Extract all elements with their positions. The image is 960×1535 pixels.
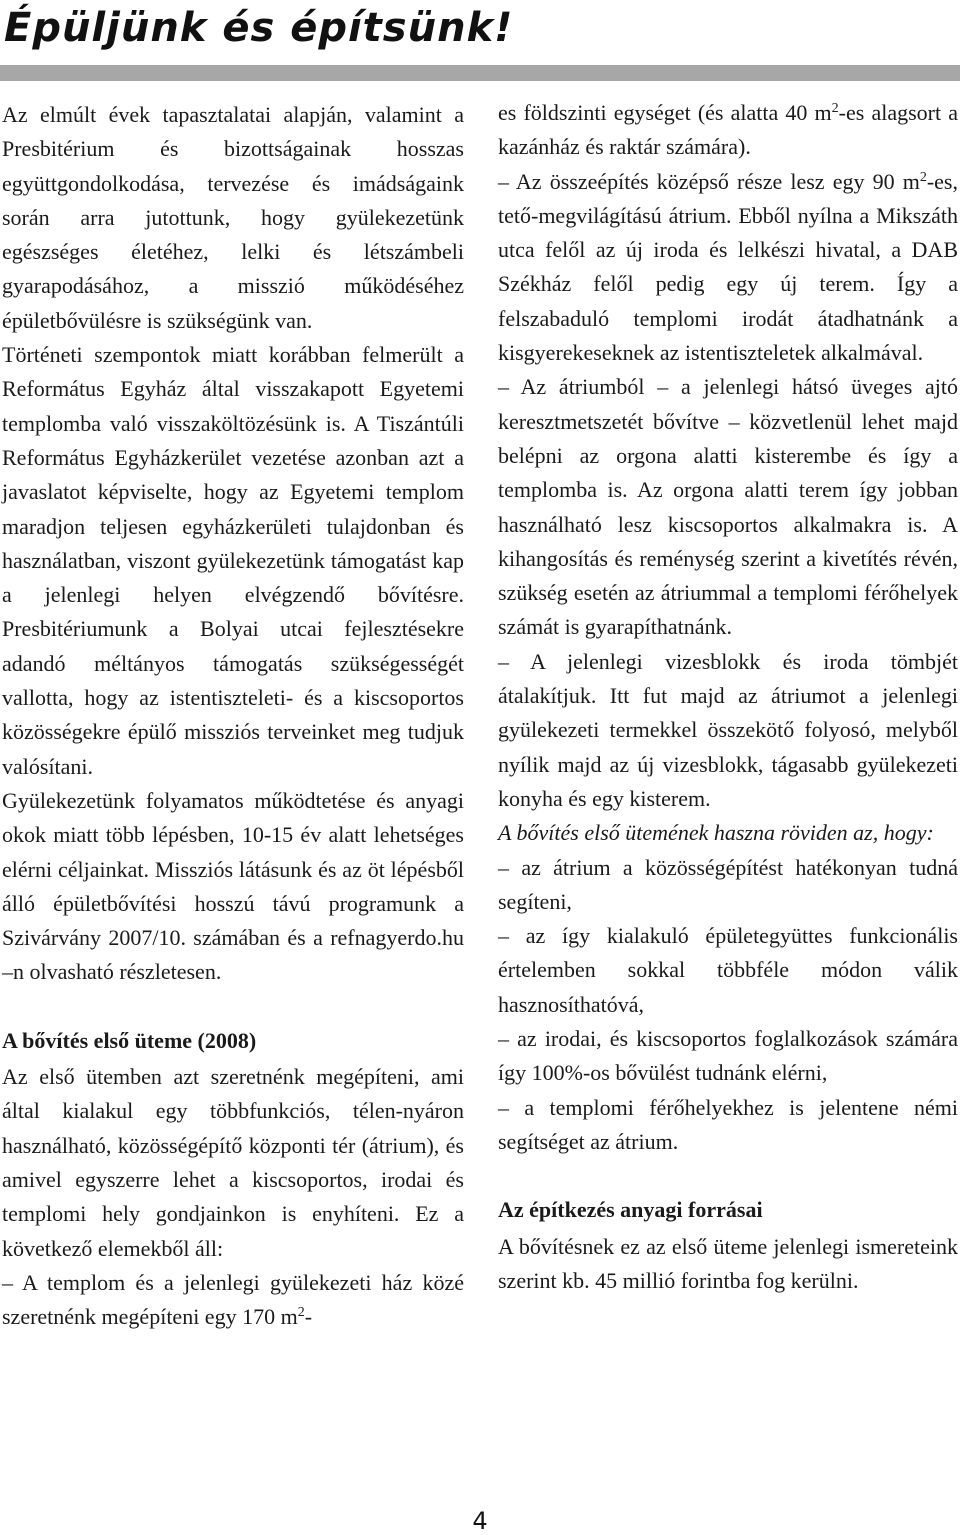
paragraph-text: - — [304, 1304, 313, 1330]
superscript: 2 — [919, 169, 927, 185]
paragraph: Az elmúlt évek tapasztalatai alapján, valamint a Presbitérium és bizottságainak hosszas együttgondolkodása, tervezése és imádságaink során arra jutottunk, hogy gyülekezetünk egészséges életéhez, lelki és létszámbeli gyarapodásához, a misszió működéséhez épületbővülésre is szükségünk van. — [2, 102, 464, 333]
section-heading: Az építkezés anyagi forrásai — [498, 1197, 763, 1223]
paragraph: Gyülekezetünk folyamatos működtetése és anyagi okok miatt több lépésben, 10-15 év alatt lehetséges elérni céljainkat. Missziós látásunk és az öt lépésből álló épületbővítési hosszú távú programunk a Szivárvány 2007/10. számában és a refnagyerdo.hu –n olvasható részletesen. — [2, 787, 464, 985]
paragraph — [498, 165, 958, 371]
paragraph: – A jelenlegi vizesblokk és iroda tömbjét átalakítjuk. Itt fut majd az átriumot a jelenlegi gyülekezeti termekkel összekötő folyosó, melyből nyílik majd az új vizesblokk, tágasabb gyülekezeti konyha és egy kisterem. — [498, 648, 958, 811]
paragraph — [498, 96, 958, 165]
paragraph-text: – A templom és a jelenlegi gyülekezeti ház közé szeretnénk megépíteni egy 170 m — [2, 1269, 464, 1330]
list-item: – az így kialakuló épületegyüttes funkcionális értelemben sokkal többféle módon válik hasznosíthatóvá, — [498, 923, 958, 1017]
paragraph-text: -es, tető-megvilágítású átrium. Ebből nyílna a Mikszáth utca felől az új iroda és lelkészi hivatal, a DAB Székház felől pedig egy új terem. Így a felszabaduló templomi irodát átadhatnánk a kisgyerekeseknek az istentiszteletek alkalmával. — [498, 168, 958, 366]
paragraph: Az első ütemben azt szeretnénk megépíteni, ami által kialakul egy többfunkciós, télen-nyáron használható, közösségépítő központi tér (átrium), és amivel egyszerre lehet a kiscsoportos, irodai és templomi hely gondjainkon is enyhíteni. Ez a következő elemekből áll: — [2, 1064, 464, 1261]
paragraph: A bővítésnek ez az első üteme jelenlegi ismereteink szerint kb. 45 millió forintba fog kerülni. — [498, 1233, 958, 1293]
paragraph-text: – Az összeépítés középső része lesz egy 90 m — [498, 168, 920, 194]
paragraph — [2, 1266, 464, 1335]
left-column — [2, 98, 464, 1498]
paragraph-text: -es alagsort a kazánház és raktár számára). — [498, 100, 958, 160]
list-item: – a templomi férőhelyekhez is jelentene némi segítséget az átrium. — [498, 1094, 958, 1154]
list-item: – az irodai, és kiscsoportos foglalkozások számára így 100%-os bővülést tudnánk elérni, — [498, 1026, 958, 1086]
list-item: – az átrium a közösségépítést hatékonyan tudná segíteni, — [498, 854, 958, 914]
title-rule — [0, 65, 960, 81]
superscript: 2 — [297, 1305, 305, 1321]
paragraph: Történeti szempontok miatt korábban felmerült a Református Egyház által visszakapott Egyetemi templomba való visszaköltözésünk is. A Tiszántúli Református Egyházkerület vezetése azonban azt a javaslatot képviselte, hogy az Egyetemi templom maradjon teljesen egyházkerületi tulajdonban és használatban, viszont gyülekezetünk támogatást kap a jelenlegi helyen elvégzendő bővítésre. Presbitériumunk a Bolyai utcai fejlesztésekre adandó méltányos támogatás szükségességét vallotta, hogy az istentiszteleti- és a kiscsoportos közösségekre épülő missziós terveinket meg tudjuk valósítani. — [2, 342, 464, 779]
superscript: 2 — [831, 101, 839, 116]
page-title: Épüljünk és építsünk! — [4, 5, 514, 51]
italic-paragraph: A bővítés első ütemének haszna röviden az, hogy: — [498, 820, 934, 846]
right-column — [498, 96, 958, 1496]
page-number: 4 — [472, 1507, 488, 1535]
paragraph: – Az átriumból – a jelenlegi hátsó üveges ajtó keresztmetszetét bővítve – közvetlenül lehet majd belépni az orgona alatti kisterembe és így a templomba is. Az orgona alatti terem így jobban használható lesz kiscsoportos alkalmakra is. A kihangosítás és reménység szerint a kivetítés révén, szükség esetén az átriummal a templomi férőhelyek számát is gyarapíthatnánk. — [498, 374, 958, 640]
section-heading: A bővítés első üteme (2008) — [2, 1027, 257, 1053]
paragraph-text: es földszinti egységet (és alatta 40 m — [498, 100, 832, 125]
